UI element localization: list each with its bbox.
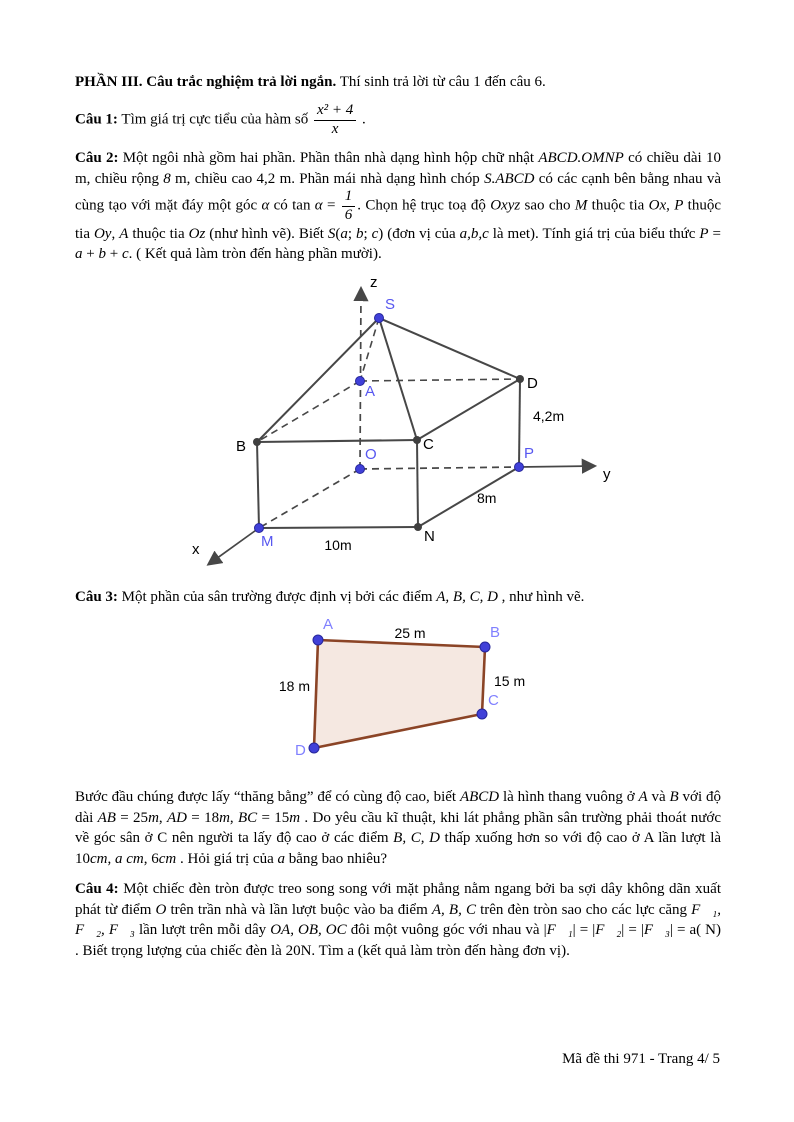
question-4 — [75, 879, 721, 961]
fraction-denominator: x — [331, 120, 339, 137]
dim-height: 4,2m — [533, 408, 565, 424]
point-M — [255, 524, 264, 533]
question-1-text: Tìm giá trị cực tiểu của hàm số — [117, 111, 312, 128]
label-A: A — [323, 616, 334, 633]
point-B — [253, 438, 261, 446]
point-D — [309, 743, 319, 753]
label-P: P — [524, 445, 535, 462]
question-3 — [75, 587, 721, 608]
house-3d-diagram — [180, 273, 620, 573]
dim-width: 10m — [324, 537, 352, 553]
label-O: O — [365, 446, 377, 463]
label-B: B — [490, 624, 501, 641]
point-A — [313, 635, 323, 645]
fraction-denominator: 6 — [344, 206, 353, 223]
figure-house-3d — [180, 273, 620, 573]
page-footer: Mã đề thi 971 - Trang 4/ 5 — [562, 1051, 720, 1067]
label-B: B — [236, 438, 247, 455]
point-P — [515, 463, 524, 472]
question-1-period: . — [358, 111, 366, 128]
label-A: A — [365, 383, 376, 400]
question-3-label: Câu 3: — [75, 589, 118, 605]
question-2-fraction — [340, 189, 358, 224]
point-D — [516, 375, 524, 383]
dim-top: 25 m — [394, 625, 426, 641]
question-2 — [75, 148, 721, 265]
section-heading-rest: Thí sinh trả lời từ câu 1 đến câu 6. — [336, 74, 546, 90]
label-C: C — [488, 692, 499, 709]
point-O — [356, 465, 365, 474]
question-4-text: Một chiếc đèn tròn được treo song song với mặt phẳng nằm ngang bởi ba sợi dây không dãn xuất phát từ điểm O trên trần nhà và lần lượt buộc vào ba điểm A, B, C trên đèn tròn sao cho các lực căng F⃗₁, F⃗₂, F⃗₃ lần lượt trên mỗi dây OA, OB, OC đôi một vuông góc với nhau và |F⃗₁| = |F⃗₂| = |F⃗₃| = a( N) . Biết trọng lượng của chiếc đèn là 20N. Tìm a (kết quả làm tròn đến hàng đơn vị). — [75, 881, 722, 959]
fraction-numerator: 1 — [342, 189, 356, 207]
dim-left: 18 m — [278, 678, 310, 694]
label-x: x — [192, 541, 200, 558]
question-1 — [75, 103, 721, 138]
label-S: S — [385, 296, 396, 313]
schoolyard-diagram — [270, 613, 530, 773]
question-2-text-a: Một ngôi nhà gồm hai phần. Phần thân nhà dạng hình hộp chữ nhật ABCD.OMNP có chiều dài 10 m, chiều rộng 8 m, chiều cao 4,2 m. Phần mái nhà dạng hình chóp S.ABCD có các cạnh bên bằng nhau và cùng tạo với mặt đáy một góc α có tan α = — [75, 150, 722, 214]
label-C: C — [423, 436, 434, 453]
question-3-note — [75, 787, 721, 869]
label-N: N — [424, 528, 435, 545]
question-2-label: Câu 2: — [75, 150, 119, 166]
question-1-label: Câu 1: — [75, 111, 118, 128]
label-y: y — [603, 466, 611, 483]
question-4-label: Câu 4: — [75, 881, 119, 897]
question-3-note-text: Bước đầu chúng được lấy “thăng bằng” để có cùng độ cao, biết ABCD là hình thang vuông ở A và B với độ dài AB = 25m, AD = 18m, BC = 15m . Do yêu cầu kĩ thuật, khi lát phẳng phần sân trường phải thoát nước về góc sân ở C nên người ta lấy độ cao ở các điểm B, C, D thấp xuống hơn so với độ cao ở A lần lượt là 10cm, a cm, 6cm . Hỏi giá trị của a bằng bao nhiêu? — [75, 789, 722, 867]
point-C — [413, 436, 421, 444]
label-z: z — [370, 274, 378, 291]
point-N — [414, 523, 422, 531]
point-C — [477, 709, 487, 719]
y-axis — [360, 466, 594, 469]
label-D: D — [527, 375, 538, 392]
question-3-text: Một phần của sân trường được định vị bởi các điểm A, B, C, D , như hình vẽ. — [117, 589, 585, 605]
dim-depth: 8m — [477, 490, 497, 506]
question-2-text-b: . Chọn hệ trục toạ độ Oxyz sao cho M thuộc tia Ox, P thuộc tia Oy, A thuộc tia Oz (như hình vẽ). Biết S(a; b; c) (đơn vị của a,b,c là met). Tính giá trị của biểu thức P = a + b + c. ( Kết quả làm tròn đến hàng phần mười). — [75, 197, 722, 263]
label-M: M — [261, 533, 274, 550]
dim-right: 15 m — [494, 673, 526, 689]
section-heading-bold: PHẦN III. Câu trắc nghiệm trả lời ngắn. — [75, 74, 337, 90]
hidden-edges — [257, 318, 520, 442]
point-A — [356, 377, 365, 386]
label-D: D — [295, 742, 306, 759]
figure-schoolyard — [270, 613, 530, 773]
section-heading — [75, 72, 721, 93]
yard-quadrilateral — [314, 640, 485, 748]
point-B — [480, 642, 490, 652]
fraction-numerator: x² + 4 — [314, 103, 356, 121]
question-1-fraction — [312, 103, 358, 138]
point-S — [375, 314, 384, 323]
